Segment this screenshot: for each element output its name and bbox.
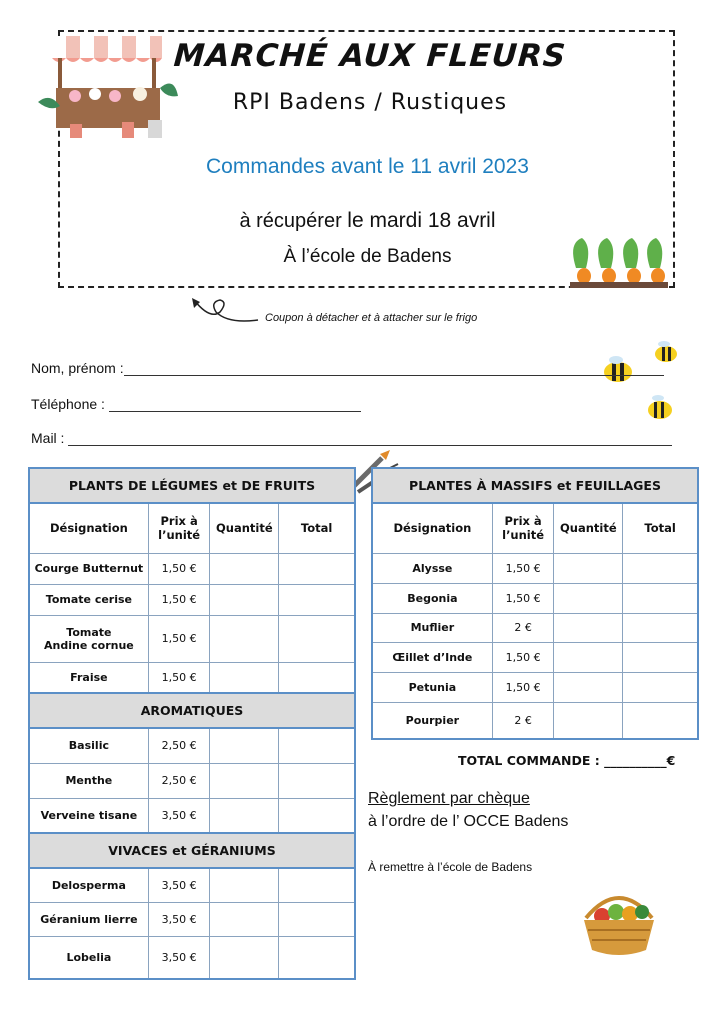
quantity-cell[interactable] <box>210 936 279 979</box>
item-name <box>29 615 148 662</box>
quantity-cell[interactable] <box>210 868 279 902</box>
quantity-cell[interactable] <box>210 902 279 936</box>
name-input-line[interactable] <box>124 374 664 376</box>
mail-input-line[interactable] <box>68 444 672 446</box>
payment-title: Règlement par chèque <box>368 790 530 807</box>
quantity-cell[interactable] <box>554 583 623 613</box>
item-price: 3,50 € <box>148 798 210 833</box>
table-row <box>29 615 355 662</box>
vegetable-basket-illustration <box>572 882 666 958</box>
item-name: Basilic <box>29 728 148 763</box>
pickup-prefix: à récupérer <box>239 210 348 232</box>
col-price <box>148 503 210 553</box>
item-name: Begonia <box>372 583 492 613</box>
total-cell[interactable] <box>279 763 355 798</box>
item-price: 1,50 € <box>492 672 554 702</box>
return-note: À remettre à l’école de Badens <box>368 860 533 874</box>
right-order-table <box>371 467 699 740</box>
item-price: 2 € <box>492 702 554 739</box>
quantity-cell[interactable] <box>210 553 279 584</box>
total-cell[interactable] <box>279 728 355 763</box>
col-total: Total <box>279 503 355 553</box>
section-aromatics-header: AROMATIQUES <box>29 693 355 728</box>
col-price-line1: Prix à <box>160 514 198 529</box>
item-name: Delosperma <box>29 868 148 902</box>
col-price <box>492 503 554 553</box>
mail-field[interactable] <box>31 430 672 446</box>
total-cell[interactable] <box>623 672 698 702</box>
table-row <box>372 613 698 642</box>
col-price-line1: Prix à <box>504 514 542 529</box>
col-price-line2: l’unité <box>502 528 545 543</box>
quantity-cell[interactable] <box>554 702 623 739</box>
item-name: Verveine tisane <box>29 798 148 833</box>
item-price: 3,50 € <box>148 902 210 936</box>
total-cell[interactable] <box>279 553 355 584</box>
table-row <box>372 702 698 739</box>
item-name: Pourpier <box>372 702 492 739</box>
quantity-cell[interactable] <box>554 613 623 642</box>
bees-illustration <box>590 330 686 430</box>
table-row <box>29 763 355 798</box>
item-name: Muflier <box>372 613 492 642</box>
item-price: 1,50 € <box>148 553 210 584</box>
total-cell[interactable] <box>279 662 355 693</box>
name-label: Nom, prénom : <box>31 360 124 376</box>
quantity-cell[interactable] <box>210 798 279 833</box>
total-cell[interactable] <box>623 642 698 672</box>
quantity-cell[interactable] <box>554 642 623 672</box>
quantity-cell[interactable] <box>210 763 279 798</box>
table-row <box>29 798 355 833</box>
item-price: 2,50 € <box>148 763 210 798</box>
coupon-note: Coupon à détacher et à attacher sur le frigo <box>265 312 478 324</box>
total-cell[interactable] <box>279 902 355 936</box>
total-cell[interactable] <box>623 702 698 739</box>
item-name: Alysse <box>372 553 492 583</box>
table-row <box>29 584 355 615</box>
subtitle: RPI Badens / Rustiques <box>232 90 508 115</box>
table-row <box>372 642 698 672</box>
phone-input-line[interactable] <box>109 410 361 412</box>
order-deadline: Commandes avant le 11 avril 2023 <box>206 155 529 178</box>
total-order-label: TOTAL COMMANDE : <box>458 753 605 768</box>
payment-order: à l’ordre de l’ OCCE Badens <box>368 813 569 830</box>
item-name: Œillet d’Inde <box>372 642 492 672</box>
pickup-date <box>100 209 635 233</box>
col-total: Total <box>623 503 698 553</box>
col-quantity: Quantité <box>210 503 279 553</box>
phone-field[interactable] <box>31 396 361 412</box>
item-name: Menthe <box>29 763 148 798</box>
section-bedding-plants-header: PLANTES À MASSIFS et FEUILLAGES <box>372 468 698 503</box>
total-cell[interactable] <box>623 613 698 642</box>
item-price: 1,50 € <box>492 583 554 613</box>
phone-label: Téléphone : <box>31 396 105 412</box>
total-cell[interactable] <box>279 615 355 662</box>
pickup-location: À l’école de Badens <box>283 246 452 267</box>
section-perennials-header: VIVACES et GÉRANIUMS <box>29 833 355 868</box>
table-row <box>29 868 355 902</box>
quantity-cell[interactable] <box>210 662 279 693</box>
total-cell[interactable] <box>279 584 355 615</box>
table-row <box>29 662 355 693</box>
total-cell[interactable] <box>279 936 355 979</box>
item-price: 3,50 € <box>148 868 210 902</box>
item-price: 3,50 € <box>148 936 210 979</box>
item-price: 1,50 € <box>148 615 210 662</box>
name-field[interactable] <box>31 360 664 376</box>
col-designation: Désignation <box>372 503 492 553</box>
quantity-cell[interactable] <box>210 728 279 763</box>
col-quantity: Quantité <box>554 503 623 553</box>
total-order-currency: € <box>666 753 676 768</box>
total-cell[interactable] <box>279 798 355 833</box>
total-cell[interactable] <box>279 868 355 902</box>
item-name: Géranium lierre <box>29 902 148 936</box>
item-name: Lobelia <box>29 936 148 979</box>
item-name-line1: Tomate <box>66 625 112 639</box>
quantity-cell[interactable] <box>210 615 279 662</box>
table-row <box>29 936 355 979</box>
total-cell[interactable] <box>623 553 698 583</box>
item-price: 2,50 € <box>148 728 210 763</box>
table-row <box>29 902 355 936</box>
col-price-line2: l’unité <box>158 528 201 543</box>
item-price: 1,50 € <box>148 662 210 693</box>
table-row <box>372 672 698 702</box>
pickup-day: le mardi 18 avril <box>347 209 496 232</box>
table-row <box>372 583 698 613</box>
total-order[interactable] <box>458 753 675 768</box>
page-title: MARCHÉ AUX FLEURS <box>172 38 568 74</box>
item-name-line2: Andine cornue <box>44 638 134 652</box>
item-name: Petunia <box>372 672 492 702</box>
item-price: 1,50 € <box>492 553 554 583</box>
total-order-blank[interactable]: __________ <box>604 753 667 768</box>
table-row <box>29 553 355 584</box>
col-designation: Désignation <box>29 503 148 553</box>
total-cell[interactable] <box>623 583 698 613</box>
item-price: 2 € <box>492 613 554 642</box>
table-row <box>372 553 698 583</box>
mail-label: Mail : <box>31 430 65 446</box>
left-order-table <box>28 467 356 980</box>
item-name: Courge Butternut <box>29 553 148 584</box>
section-vegetables-header: PLANTS DE LÉGUMES et DE FRUITS <box>29 468 355 503</box>
item-price: 1,50 € <box>492 642 554 672</box>
quantity-cell[interactable] <box>554 553 623 583</box>
carrots-illustration <box>566 228 670 290</box>
item-name: Fraise <box>29 662 148 693</box>
curly-arrow-icon <box>186 290 262 330</box>
item-name: Tomate cerise <box>29 584 148 615</box>
quantity-cell[interactable] <box>554 672 623 702</box>
table-row <box>29 728 355 763</box>
item-price: 1,50 € <box>148 584 210 615</box>
quantity-cell[interactable] <box>210 584 279 615</box>
